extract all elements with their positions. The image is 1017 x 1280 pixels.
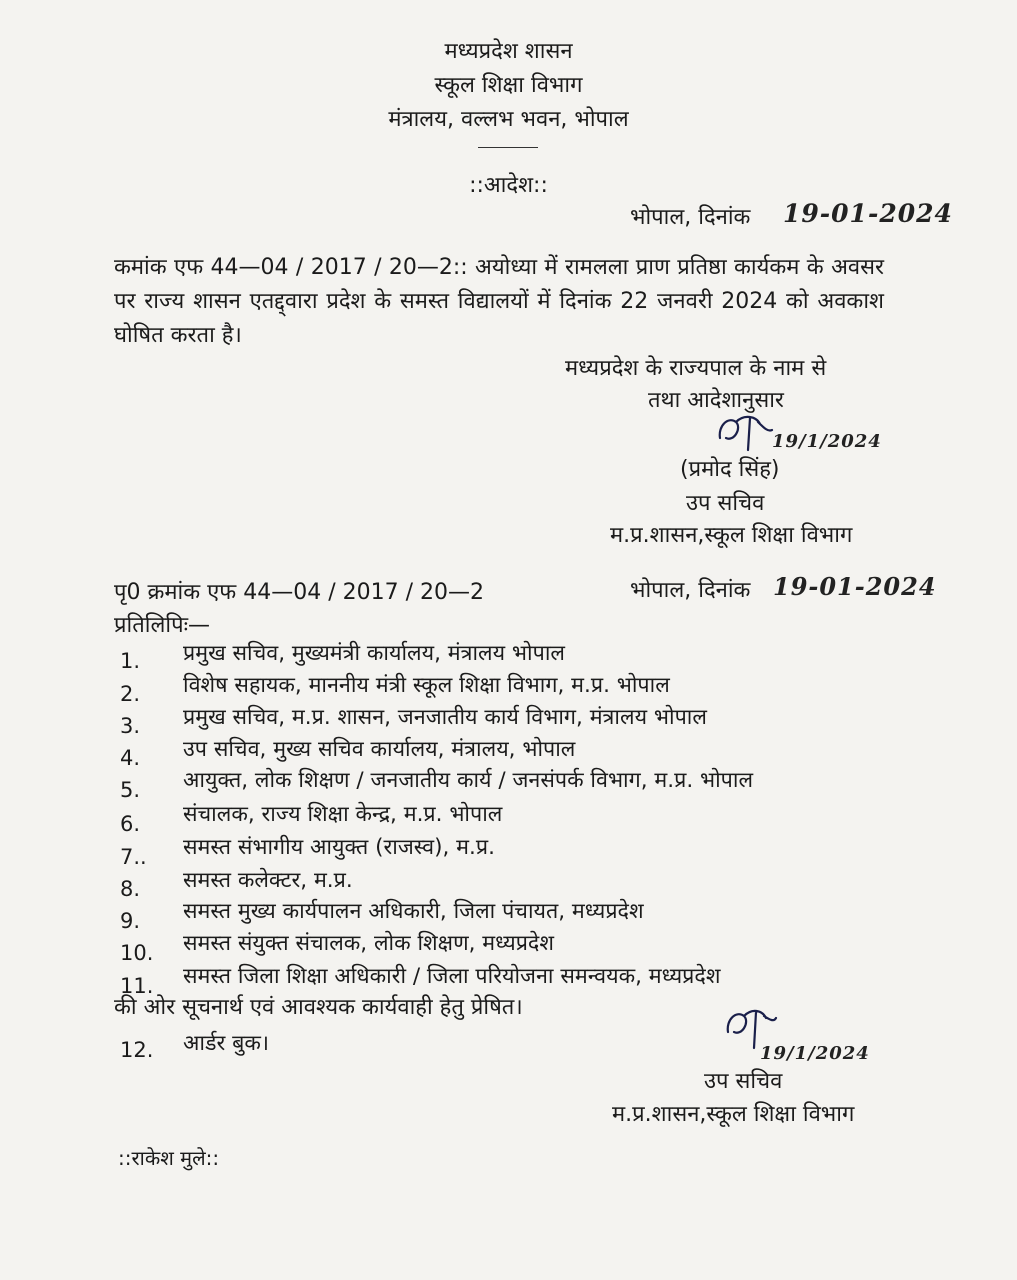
header-separator	[478, 147, 538, 148]
endorsement-date-label: भोपाल, दिनांक	[630, 578, 751, 603]
list-item-number: 1.	[120, 649, 141, 673]
list-item-number: 8.	[120, 877, 141, 901]
list-item: समस्त जिला शिक्षा अधिकारी / जिला परियोजना समन्वयक, मध्यप्रदेश	[183, 964, 721, 989]
signatory-department: म.प्र.शासन,स्कूल शिक्षा विभाग	[610, 523, 853, 548]
list-item-number: 12.	[120, 1038, 154, 1062]
list-item-number: 9.	[120, 909, 141, 933]
typist-initials: ::राकेश मुले::	[118, 1146, 220, 1170]
header-department: स्कूल शिक्षा विभाग	[434, 73, 583, 98]
header-address: मंत्रालय, वल्लभ भवन, भोपाल	[388, 107, 629, 132]
forward-note: की ओर सूचनार्थ एवं आवश्यक कार्यवाही हेतु प्रेषित।	[114, 995, 523, 1020]
endorsement-ref: पृ0 क्रमांक एफ 44—04 / 2017 / 20—2	[114, 580, 485, 605]
list-item: संचालक, राज्य शिक्षा केन्द्र, म.प्र. भोपाल	[183, 802, 503, 827]
list-item: प्रमुख सचिव, मुख्यमंत्री कार्यालय, मंत्रालय भोपाल	[183, 641, 565, 666]
list-item: समस्त संयुक्त संचालक, लोक शिक्षण, मध्यप्रदेश	[183, 931, 554, 956]
list-item-number: 2.	[120, 682, 141, 706]
list-item-number: 3.	[120, 714, 141, 738]
governor-line: मध्यप्रदेश के राज्यपाल के नाम से	[565, 356, 827, 381]
order-body-text: कमांक एफ 44—04 / 2017 / 20—2:: अयोध्या में रामलला प्राण प्रतिष्ठा कार्यकम के अवसर पर राज्य शासन एतद्द्वारा प्रदेश के समस्त विद्यालयों में दिनांक 22 जनवरी 2024 को अवकाश घोषित करता है।	[114, 255, 884, 348]
order-title: ::आदेश::	[469, 173, 548, 198]
signatory-department-2: म.प्र.शासन,स्कूल शिक्षा विभाग	[612, 1102, 855, 1127]
date-label: भोपाल, दिनांक	[630, 205, 751, 230]
list-item: उप सचिव, मुख्य सचिव कार्यालय, मंत्रालय, भोपाल	[183, 737, 576, 762]
list-item-number: 6.	[120, 812, 141, 836]
list-item: प्रमुख सचिव, म.प्र. शासन, जनजातीय कार्य विभाग, मंत्रालय भोपाल	[183, 705, 707, 730]
order-line: तथा आदेशानुसार	[648, 388, 784, 413]
list-item-number: 4.	[120, 746, 141, 770]
endorsement-handwritten-date: 19-01-2024	[773, 572, 937, 601]
signature-date-1: 19/1/2024	[772, 431, 882, 452]
header-government: मध्यप्रदेश शासन	[444, 39, 573, 64]
signature-date-2: 19/1/2024	[760, 1043, 870, 1064]
list-item: समस्त कलेक्टर, म.प्र.	[183, 868, 353, 893]
list-item: आर्डर बुक।	[183, 1031, 270, 1056]
signatory-designation: उप सचिव	[686, 491, 765, 516]
handwritten-date: 19-01-2024	[783, 199, 953, 228]
signatory-designation-2: उप सचिव	[704, 1069, 783, 1094]
list-item: आयुक्त, लोक शिक्षण / जनजातीय कार्य / जनसंपर्क विभाग, म.प्र. भोपाल	[183, 768, 754, 793]
list-item-number: 5.	[120, 778, 141, 802]
copy-label: प्रतिलिपिः—	[114, 613, 211, 638]
list-item-number: 10.	[120, 941, 154, 965]
list-item: समस्त संभागीय आयुक्त (राजस्व), म.प्र.	[183, 835, 495, 860]
list-item-number: 7..	[120, 845, 147, 869]
list-item-number: 11.	[120, 974, 154, 998]
signatory-name: (प्रमोद सिंह)	[680, 457, 780, 482]
list-item: विशेष सहायक, माननीय मंत्री स्कूल शिक्षा विभाग, म.प्र. भोपाल	[183, 673, 670, 698]
list-item: समस्त मुख्य कार्यपालन अधिकारी, जिला पंचायत, मध्यप्रदेश	[183, 899, 644, 924]
signature-mark-1	[714, 408, 774, 458]
